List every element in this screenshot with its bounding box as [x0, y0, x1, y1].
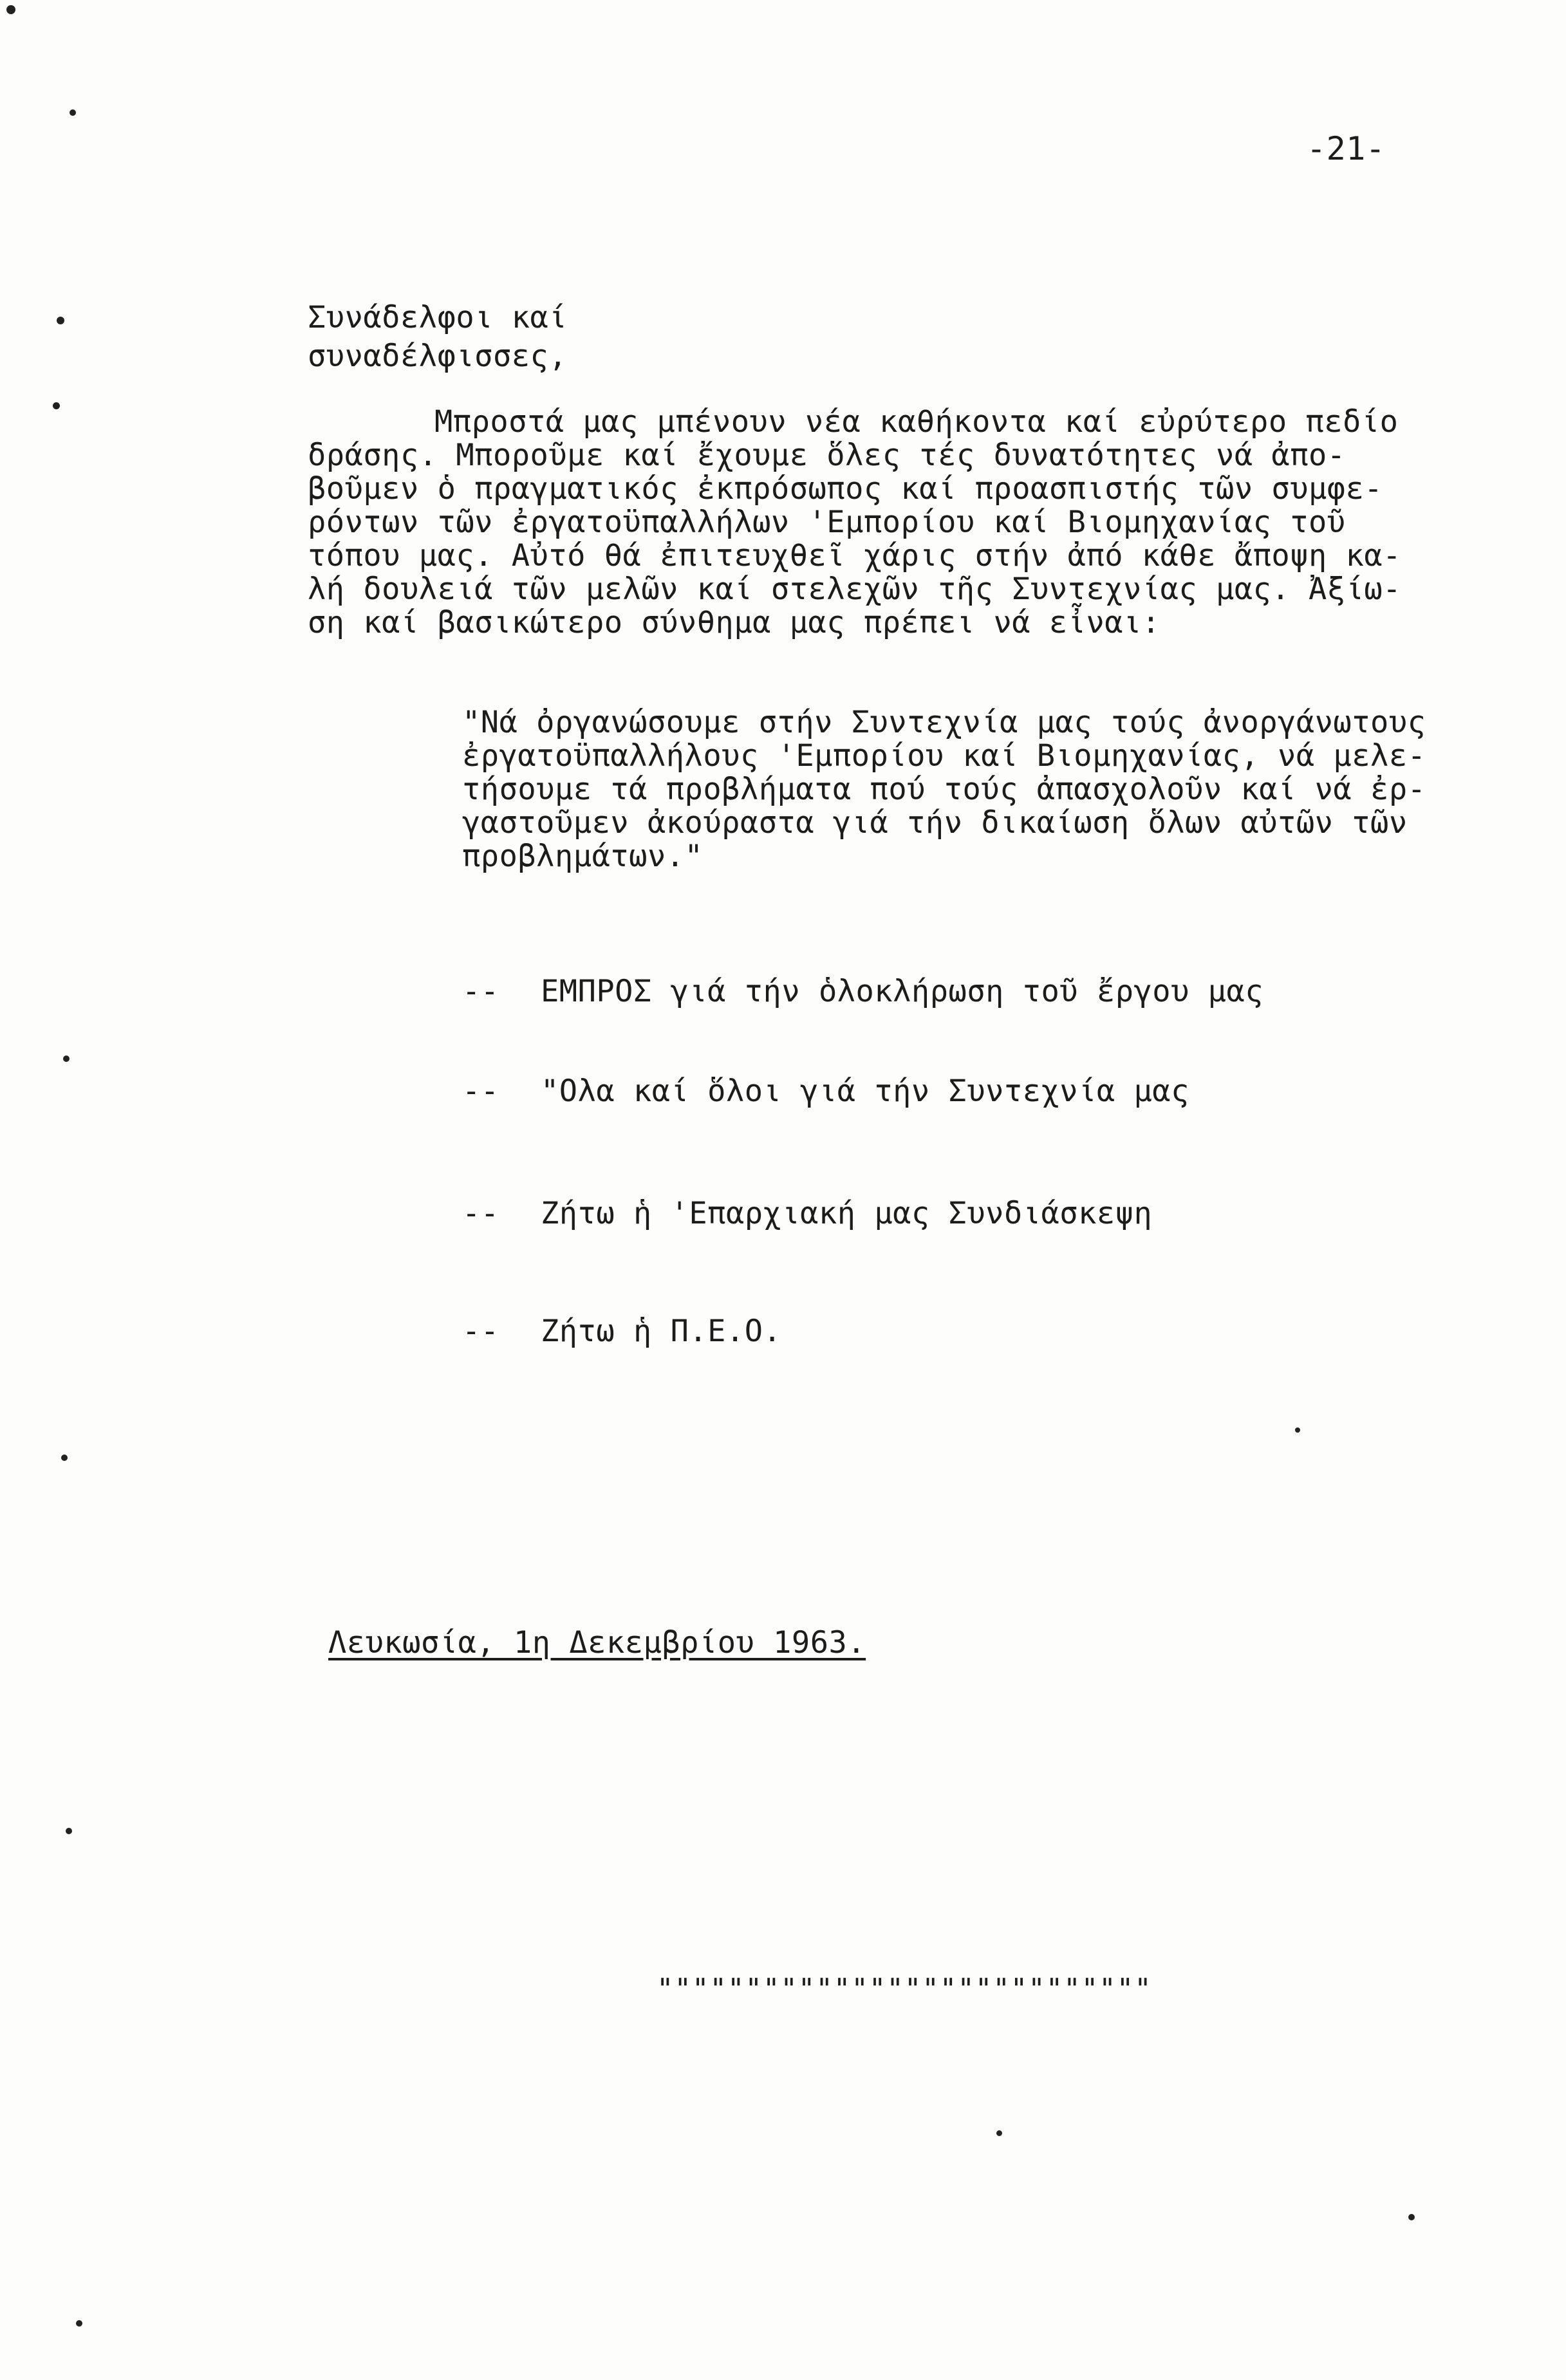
scan-speck: [66, 1828, 72, 1834]
scan-speck: [61, 1455, 68, 1461]
salutation-line: συναδέλφισσες,: [308, 339, 568, 374]
quote-line: τήσουμε τά προβλήματα πού τούς ἀπασχολοῦν καί νά ἐρ-: [462, 772, 1426, 807]
salutation-line: Συνάδελφοι καί: [308, 300, 568, 335]
scan-speck: [57, 317, 64, 324]
paragraph-line: ρόντων τῶν ἐργατοϋπαλλήλων 'Εμπορίου καί Βιομηχανίας τοῦ: [308, 505, 1346, 540]
slogan-dash: --: [462, 1196, 499, 1231]
paragraph-line: δράσης. Μποροῦμε καί ἔχουμε ὅλες τές δυνατότητες νά ἀπο-: [308, 438, 1346, 473]
slogan-text: ΕΜΠΡΟΣ γιά τήν ὁλοκλήρωση τοῦ ἔργου μας: [541, 974, 1264, 1009]
quote-line: γαστοῦμεν ἀκούραστα γιά τήν δικαίωση ὅλων αὐτῶν τῶν: [462, 805, 1408, 841]
place-and-date: Λευκωσία, 1η Δεκεμβρίου 1963.: [328, 1625, 866, 1660]
scan-speck: [63, 1055, 70, 1062]
scan-speck: [1408, 2214, 1415, 2220]
scan-speck: [996, 2130, 1002, 2136]
slogan-dash: --: [462, 1314, 499, 1349]
scan-speck: [1295, 1427, 1300, 1433]
slogan-text: Ζήτω ἡ 'Επαρχιακή μας Συνδιάσκεψη: [541, 1196, 1153, 1231]
scan-speck: [70, 109, 76, 116]
page-number: -21-: [1307, 130, 1386, 167]
paragraph-line: λή δουλειά τῶν μελῶν καί στελεχῶν τῆς Συντεχνίας μας. Ἀξίω-: [308, 572, 1401, 607]
quote-line: ἐργατοϋπαλλήλους 'Εμπορίου καί Βιομηχανίας, νά μελε-: [462, 738, 1426, 774]
quote-line: προβλημάτων.": [462, 839, 704, 874]
slogan-text: Ζήτω ἡ Π.Ε.Ο.: [541, 1314, 782, 1349]
scan-speck: [76, 2320, 82, 2327]
slogan-dash: --: [462, 974, 499, 1009]
paragraph-line: τόπου μας. Αὐτό θά ἐπιτευχθεῖ χάρις στήν ἀπό κάθε ἄποψη κα-: [308, 538, 1401, 573]
paragraph-line: ση καί βασικώτερο σύνθημα μας πρέπει νά εἶναι:: [308, 605, 1161, 640]
slogan-dash: --: [462, 1074, 499, 1109]
scan-speck: [53, 402, 60, 409]
quote-line: "Νά ὀργανώσουμε στήν Συντεχνία μας τούς ἀνοργάνωτους: [462, 705, 1426, 740]
paragraph-line: Μπροστά μας μπένουν νέα καθήκοντα καί εὐρύτερο πεδίο: [434, 404, 1399, 440]
closing-marks: """""""""""""""""""""""""""": [657, 1973, 1152, 2005]
paragraph-line: βοῦμεν ὁ πραγματικός ἐκπρόσωπος καί προασπιστής τῶν συμφε-: [308, 471, 1383, 507]
scan-speck: [6, 5, 15, 14]
slogan-text: "Ολα καί ὅλοι γιά τήν Συντεχνία μας: [541, 1074, 1189, 1109]
